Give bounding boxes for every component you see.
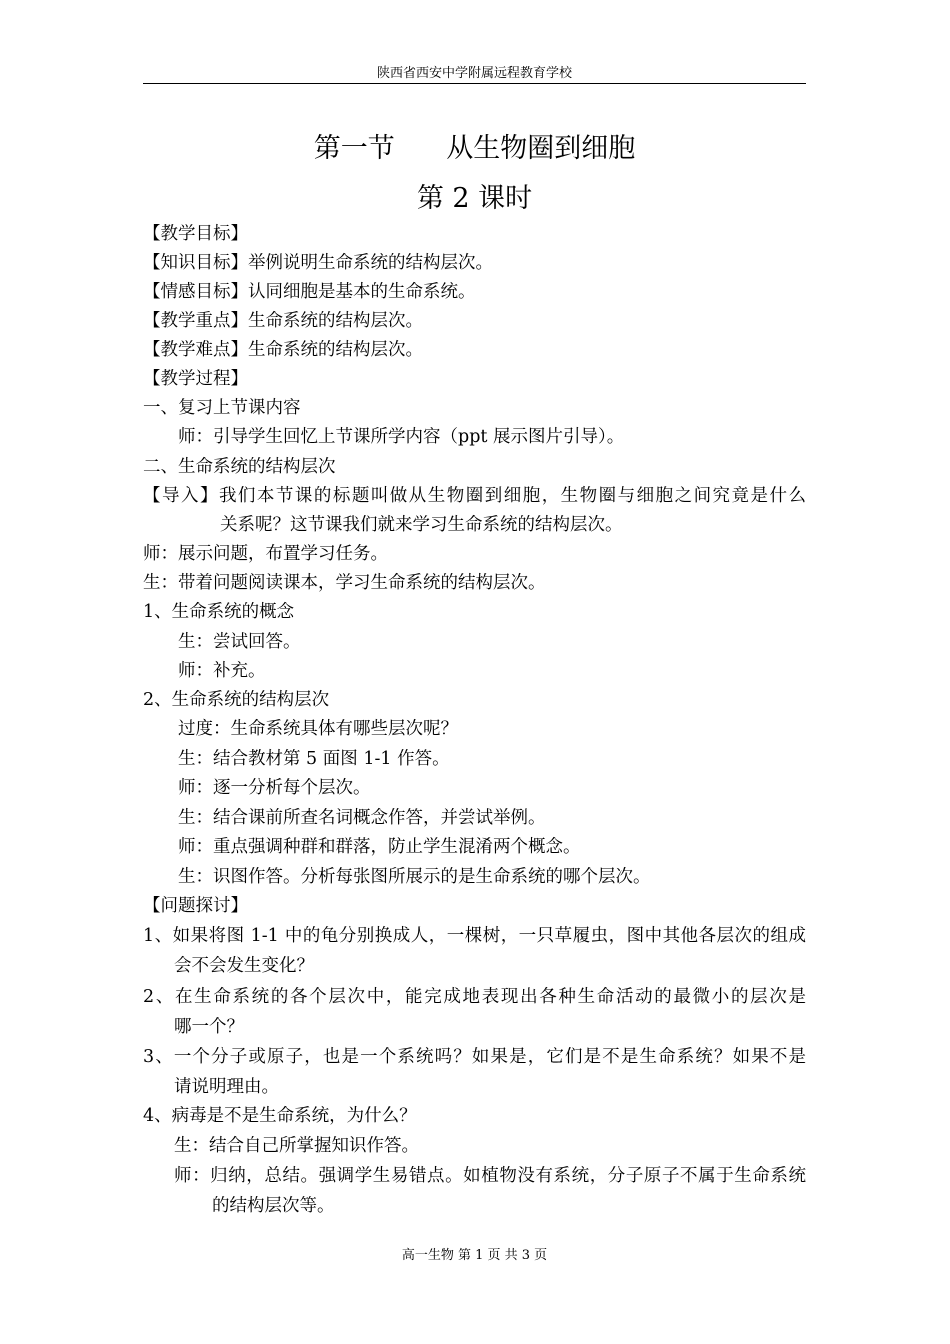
lesson-title: 第 2 课时	[416, 183, 533, 214]
levels-teacher-2: 师：重点强调种群和群落，防止学生混淆两个概念。	[178, 837, 581, 857]
question-2-line-1: 2、在生命系统的各个层次中，能完成地表现出各种生命活动的最微小的层次是	[143, 987, 806, 1007]
intro-line-1: 【导入】我们本节课的标题叫做从生物圈到细胞，生物圈与细胞之间究竟是什么	[143, 486, 806, 506]
student-task: 生：带着问题阅读课本，学习生命系统的结构层次。	[143, 573, 546, 593]
levels-student-3: 生：识图作答。分析每张图所展示的是生命系统的哪个层次。	[178, 867, 651, 887]
header-rule	[143, 83, 806, 84]
emotion-goal: 【情感目标】认同细胞是基本的生命系统。	[143, 282, 476, 302]
part1-heading: 一、复习上节课内容	[143, 398, 301, 418]
question-3-line-2: 请说明理由。	[174, 1077, 279, 1097]
teaching-key-point: 【教学重点】生命系统的结构层次。	[143, 311, 423, 331]
page-header: 陕西省西安中学附属远程教育学校	[376, 66, 572, 81]
question-1-line-2: 会不会发生变化？	[174, 956, 314, 976]
knowledge-goal: 【知识目标】举例说明生命系统的结构层次。	[143, 253, 493, 273]
discussion-student: 生：结合自己所掌握知识作答。	[174, 1136, 419, 1156]
question-3-line-1: 3、一个分子或原子，也是一个系统吗？如果是，它们是不是生命系统？如果不是	[143, 1047, 806, 1067]
page-footer: 高一生物 第 1 页 共 3 页	[401, 1248, 548, 1263]
levels-student-2: 生：结合课前所查名词概念作答，并尝试举例。	[178, 808, 546, 828]
concept-heading: 1、生命系统的概念	[143, 602, 295, 622]
discussion-teacher-line-1: 师：归纳，总结。强调学生易错点。如植物没有系统，分子原子不属于生命系统	[174, 1166, 806, 1186]
question-2-line-2: 哪一个？	[174, 1017, 244, 1037]
part1-teacher: 师：引导学生回忆上节课所学内容（ppt 展示图片引导）。	[178, 427, 625, 447]
teaching-process-heading: 【教学过程】	[143, 369, 248, 389]
teaching-difficulty: 【教学难点】生命系统的结构层次。	[143, 340, 423, 360]
part2-heading: 二、生命系统的结构层次	[143, 457, 336, 477]
concept-teacher: 师：补充。	[178, 661, 266, 681]
question-1-line-1: 1、如果将图 1-1 中的龟分别换成人，一棵树，一只草履虫，图中其他各层次的组成	[143, 926, 806, 946]
section-title: 第一节 从生物圈到细胞	[313, 133, 636, 164]
levels-teacher-1: 师：逐一分析每个层次。	[178, 778, 371, 798]
levels-transition: 过度：生命系统具体有哪些层次呢？	[178, 719, 458, 739]
levels-heading: 2、生命系统的结构层次	[143, 690, 330, 710]
levels-student-1: 生：结合教材第 5 面图 1-1 作答。	[178, 749, 450, 769]
teaching-goals-heading: 【教学目标】	[143, 224, 248, 244]
concept-student: 生：尝试回答。	[178, 632, 301, 652]
teacher-task: 师：展示问题，布置学习任务。	[143, 544, 388, 564]
discussion-heading: 【问题探讨】	[143, 896, 248, 916]
question-4: 4、病毒是不是生命系统，为什么？	[143, 1106, 417, 1126]
intro-line-2: 关系呢？这节课我们就来学习生命系统的结构层次。	[220, 515, 623, 535]
discussion-teacher-line-2: 的结构层次等。	[212, 1196, 335, 1216]
